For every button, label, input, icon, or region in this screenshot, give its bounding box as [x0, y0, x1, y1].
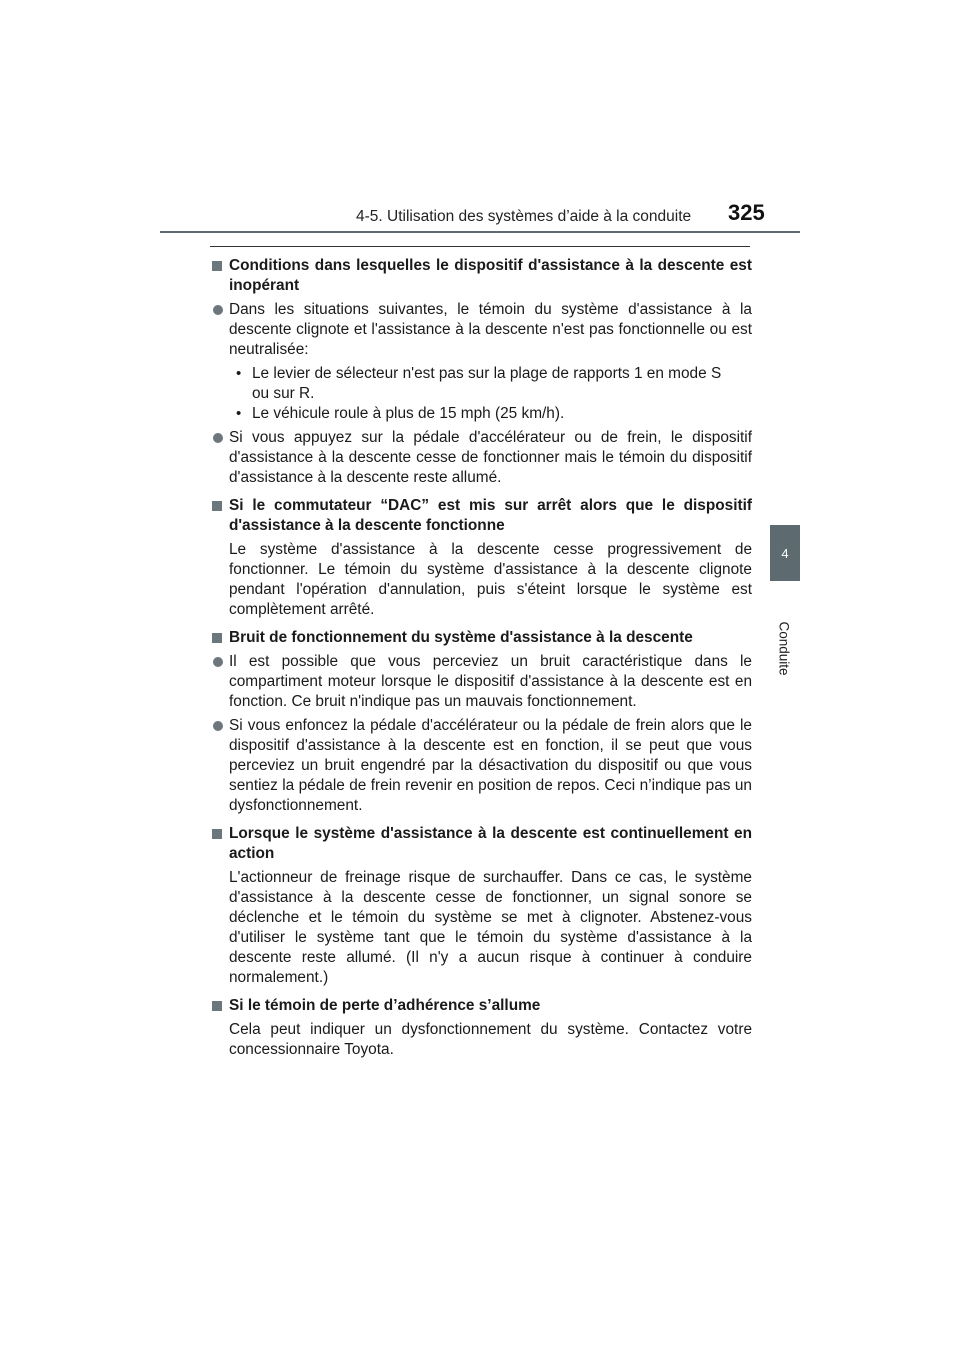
- list-item: [212, 652, 752, 712]
- paragraph: L'actionneur de freinage risque de surchauffer. Dans ce cas, le système d'assistance à la descente cesse de fonctionner, un signal sonore se déclenche et le témoin du système se met à clignoter. Abstenez-vous d'utiliser le système tant que le témoin du système d'assistance à la descente reste allumé. (Il n'y a aucun risque à continuer à conduire normalement.): [229, 869, 752, 986]
- paragraph: Cela peut indiquer un dysfonctionnement du système. Contactez votre concessionnaire Toyota.: [229, 1021, 752, 1058]
- section-divider: [210, 246, 750, 247]
- sub-list-item-text: Le levier de sélecteur n'est pas sur la plage de rapports 1 en mode S ou sur R.: [252, 365, 722, 402]
- square-bullet-icon: [212, 501, 222, 511]
- circle-bullet-icon: [213, 433, 223, 443]
- section-heading: [212, 256, 752, 296]
- sub-list-item: [212, 364, 752, 404]
- list-item: [212, 300, 752, 360]
- chapter-number: 4: [781, 545, 789, 561]
- circle-bullet-icon: [213, 721, 223, 731]
- chapter-tab: [770, 525, 800, 581]
- heading-text: Si le commutateur “DAC” est mis sur arrêt alors que le dispositif d'assistance à la descente fonctionne: [229, 497, 752, 534]
- circle-bullet-icon: [213, 305, 223, 315]
- heading-text: Conditions dans lesquelles le dispositif d'assistance à la descente est inopérant: [229, 257, 752, 294]
- list-item: [212, 428, 752, 488]
- header-rule: [160, 231, 800, 233]
- chapter-label-container: [774, 618, 794, 678]
- square-bullet-icon: [212, 261, 222, 271]
- section-heading: [212, 824, 752, 864]
- chapter-label: Conduite: [776, 620, 792, 676]
- main-content: [212, 256, 752, 1060]
- page-number: 325: [728, 200, 765, 225]
- heading-text: Bruit de fonctionnement du système d'assistance à la descente: [229, 629, 693, 646]
- section-heading: [212, 628, 752, 648]
- list-item-text: Si vous appuyez sur la pédale d'accélérateur ou de frein, le dispositif d'assistance à la descente cesse de fonctionner mais le témoin du dispositif d'assistance à la descente reste allumé.: [229, 429, 752, 486]
- sub-list-item-text: Le véhicule roule à plus de 15 mph (25 km/h).: [252, 405, 565, 422]
- heading-text: Si le témoin de perte d’adhérence s’allume: [229, 997, 541, 1014]
- dot-bullet-icon: •: [236, 405, 242, 422]
- list-item-text: Si vous enfoncez la pédale d'accélérateur ou la pédale de frein alors que le dispositif d'assistance à la descente est en fonction, il se peut que vous perceviez un bruit engendré par la désactivation du dispositif ou que vous sentiez la pédale de frein revenir en position de repos. Ceci n’indique pas un dysfonctionnement.: [229, 717, 752, 814]
- circle-bullet-icon: [213, 657, 223, 667]
- square-bullet-icon: [212, 829, 222, 839]
- dot-bullet-icon: •: [236, 365, 242, 382]
- list-item: [212, 716, 752, 816]
- running-header: 4-5. Utilisation des systèmes d’aide à la conduite: [356, 208, 692, 225]
- list-item-text: Il est possible que vous perceviez un bruit caractéristique dans le compartiment moteur lorsque le dispositif d'assistance à la descente est en fonction. Ce bruit n'indique pas un mauvais fonctionnement.: [229, 653, 752, 710]
- paragraph: Le système d'assistance à la descente cesse progressivement de fonctionner. Le témoin du système d'assistance à la descente clignote pendant l'opération d'annulation, puis s'éteint lorsque le système est complètement arrêté.: [229, 541, 752, 618]
- heading-text: Lorsque le système d'assistance à la descente est continuellement en action: [229, 825, 752, 862]
- section-heading: [212, 496, 752, 536]
- section-heading: [212, 996, 752, 1016]
- square-bullet-icon: [212, 1001, 222, 1011]
- square-bullet-icon: [212, 633, 222, 643]
- sub-list-item: [212, 404, 752, 424]
- list-item-text: Dans les situations suivantes, le témoin du système d'assistance à la descente clignote et l'assistance à la descente n'est pas fonctionnelle ou est neutralisée:: [229, 301, 752, 358]
